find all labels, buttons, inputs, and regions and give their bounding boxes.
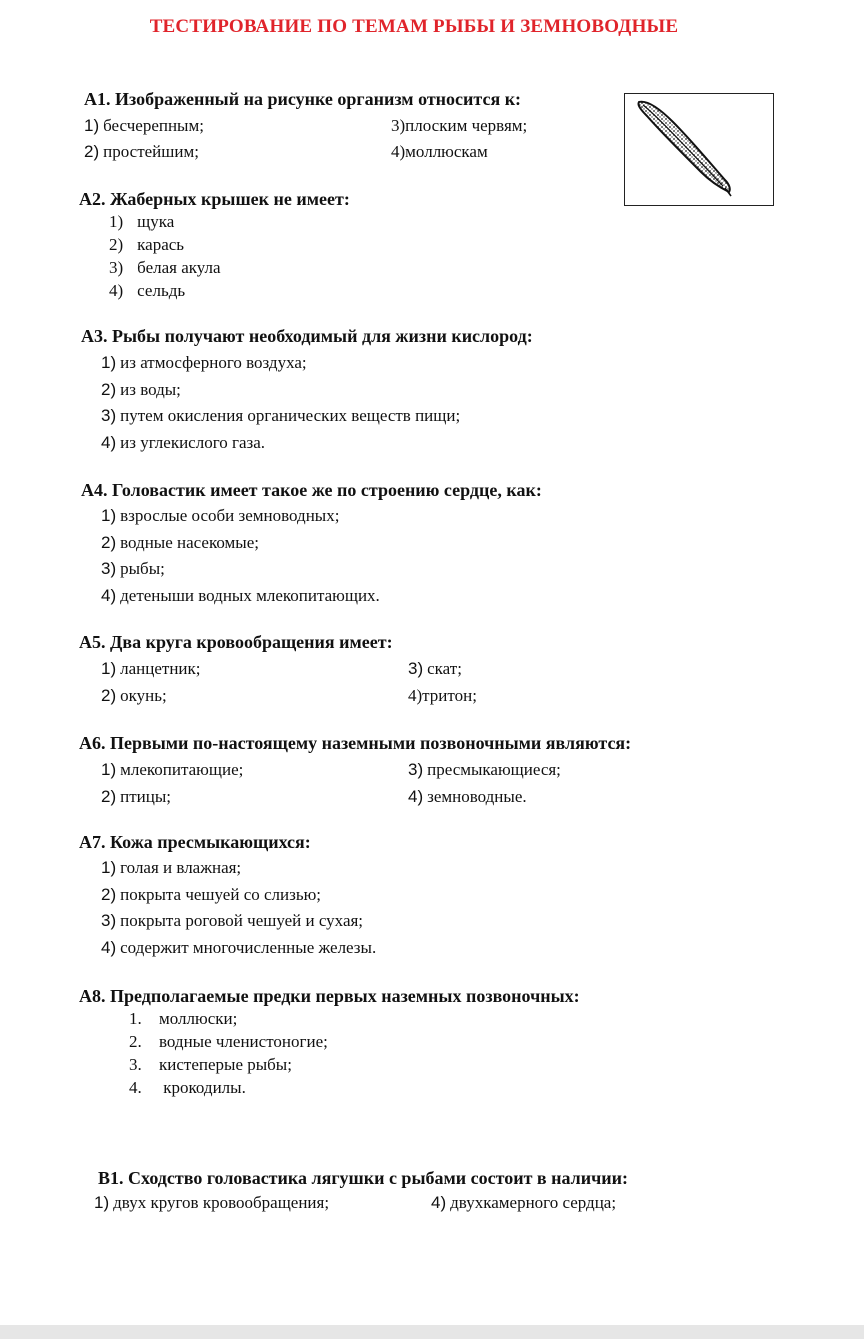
answer-a4-4: 4) детеныши водных млекопитающих. [101,586,380,605]
answer-a6-2: 2) птицы; [101,787,171,806]
answer-a7-2: 2) покрыта чешуей со слизью; [101,885,322,904]
answer-a8-2: 2. водные членистоногие; [129,1032,328,1051]
question-a1: А1. Изображенный на рисунке организм относится к: [84,89,522,109]
answer-a4-2: 2) водные насекомые; [101,533,259,552]
lancelet-drawing-icon [625,94,773,205]
answer-a4-1: 1) взрослые особи земноводных; [101,506,340,525]
organism-figure [624,93,774,206]
answer-b1-1: 1) двух кругов кровообращения; [94,1193,330,1212]
answer-a5-2: 2) окунь; [101,686,167,705]
answer-a3-2: 2) из воды; [101,380,181,399]
answer-a5-1: 1) ланцетник; [101,659,201,678]
answer-a8-1: 1. моллюски; [129,1009,238,1028]
answer-a3-4: 4) из углекислого газа. [101,433,266,452]
question-a4: А4. Головастик имеет такое же по строению сердце, как: [81,480,542,500]
answer-a1-3: 3)плоским червям; [391,116,528,135]
question-a7: А7. Кожа пресмыкающихся: [79,832,311,852]
answer-a7-1: 1) голая и влажная; [101,858,242,877]
answer-a8-3: 3. кистеперые рыбы; [129,1055,292,1074]
answer-a6-3: 3) пресмыкающиеся; [408,760,561,779]
question-a5: А5. Два круга кровообращения имеет: [79,632,393,652]
question-b1: В1. Сходство головастика лягушки с рыбами состоит в наличии: [98,1168,629,1188]
answer-a1-1: 1) бесчерепным; [84,116,204,135]
question-a6: А6. Первыми по-настоящему наземными позвоночными являются: [79,733,632,753]
question-a8: А8. Предполагаемые предки первых наземных позвоночных: [79,986,580,1006]
answer-a7-3: 3) покрыта роговой чешуей и сухая; [101,911,364,930]
answer-a6-4: 4) земноводные. [408,787,527,806]
answer-a7-4: 4) содержит многочисленные железы. [101,938,377,957]
answer-a8-4: 4. крокодилы. [129,1078,246,1097]
answer-a3-3: 3) путем окисления органических веществ пищи; [101,406,461,425]
answer-a6-1: 1) млекопитающие; [101,760,244,779]
answer-a1-2: 2) простейшим; [84,142,199,161]
question-a2: А2. Жаберных крышек не имеет: [79,189,350,209]
question-a3: А3. Рыбы получают необходимый для жизни кислород: [81,326,533,346]
answer-a4-3: 3) рыбы; [101,559,165,578]
page-title: ТЕСТИРОВАНИЕ ПО ТЕМАМ РЫБЫ И ЗЕМНОВОДНЫЕ [149,16,679,37]
answer-a2-3: 3) белая акула [109,258,221,277]
answer-a5-3: 3) скат; [408,659,462,678]
answer-a2-1: 1) щука [109,212,175,231]
answer-a2-2: 2) карась [109,235,185,254]
page-bottom-edge [0,1325,864,1339]
answer-a1-4: 4)моллюскам [391,142,488,161]
answer-a5-4: 4)тритон; [408,686,477,705]
answer-b1-4: 4) двухкамерного сердца; [431,1193,617,1212]
answer-a3-1: 1) из атмосферного воздуха; [101,353,307,372]
answer-a2-4: 4) сельдь [109,281,186,300]
